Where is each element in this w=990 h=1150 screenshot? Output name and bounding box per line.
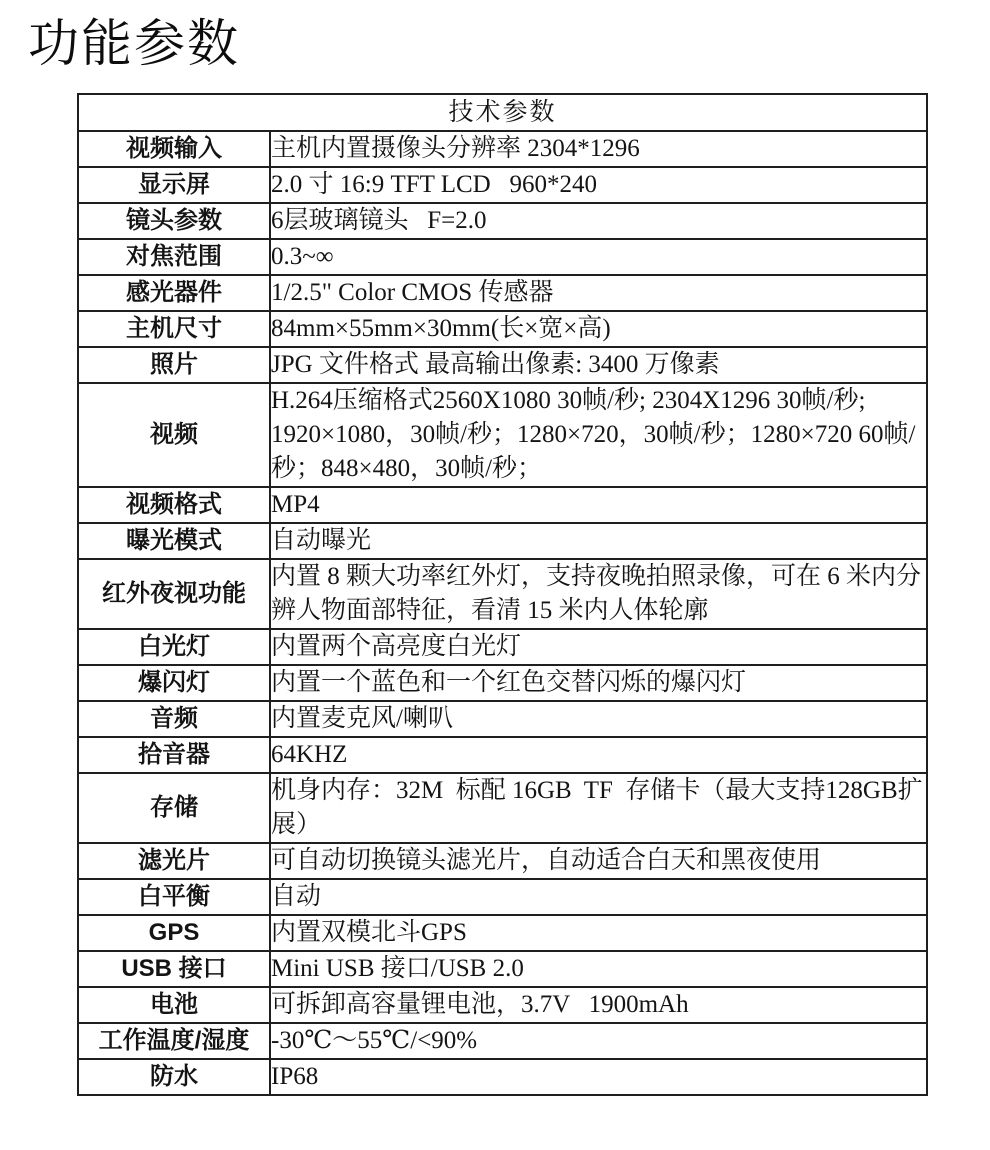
spec-row-white-balance: [78, 879, 927, 915]
spec-value: 内置两个高亮度白光灯: [270, 629, 927, 665]
page-title: 功能参数: [28, 15, 241, 72]
spec-row-video: [78, 383, 927, 487]
spec-label: 爆闪灯: [78, 665, 270, 701]
spec-label: 存储: [78, 773, 270, 843]
spec-value: 84mm×55mm×30mm(长×宽×高): [270, 311, 927, 347]
spec-value: 内置双模北斗GPS: [270, 915, 927, 951]
spec-table: [77, 93, 928, 1096]
spec-value: 自动曝光: [270, 523, 927, 559]
spec-value: 主机内置摄像头分辨率 2304*1296: [270, 131, 927, 167]
spec-value: 0.3~∞: [270, 239, 927, 275]
spec-label: 拾音器: [78, 737, 270, 773]
spec-label: 视频: [78, 383, 270, 487]
spec-value: 内置一个蓝色和一个红色交替闪烁的爆闪灯: [270, 665, 927, 701]
spec-value: MP4: [270, 487, 927, 523]
table-header-row: [78, 94, 927, 131]
spec-row-image-sensor: [78, 275, 927, 311]
spec-row-audio: [78, 701, 927, 737]
spec-row-exposure-mode: [78, 523, 927, 559]
spec-row-usb-port: [78, 951, 927, 987]
spec-row-storage: [78, 773, 927, 843]
spec-row-lens-filter: [78, 843, 927, 879]
spec-value: 6层玻璃镜头 F=2.0: [270, 203, 927, 239]
spec-value: H.264压缩格式2560X1080 30帧/秒; 2304X1296 30帧/秒; 1920×1080，30帧/秒；1280×720，30帧/秒；1280×720 60帧/秒；848×480，30帧/秒；: [270, 383, 927, 487]
spec-label: 滤光片: [78, 843, 270, 879]
spec-label: USB 接口: [78, 951, 270, 987]
spec-label: 白光灯: [78, 629, 270, 665]
spec-value: IP68: [270, 1059, 927, 1095]
spec-row-video-input: [78, 131, 927, 167]
spec-label: 照片: [78, 347, 270, 383]
spec-row-photo: [78, 347, 927, 383]
spec-label: 工作温度/湿度: [78, 1023, 270, 1059]
spec-value: 2.0 寸 16:9 TFT LCD 960*240: [270, 167, 927, 203]
spec-value: Mini USB 接口/USB 2.0: [270, 951, 927, 987]
spec-row-lens-params: [78, 203, 927, 239]
spec-value: 自动: [270, 879, 927, 915]
spec-row-gps: [78, 915, 927, 951]
table-header: 技术参数: [78, 94, 927, 131]
spec-label: 感光器件: [78, 275, 270, 311]
spec-value: JPG 文件格式 最高输出像素: 3400 万像素: [270, 347, 927, 383]
spec-value: 1/2.5" Color CMOS 传感器: [270, 275, 927, 311]
spec-row-device-dimensions: [78, 311, 927, 347]
spec-row-focus-range: [78, 239, 927, 275]
spec-value: 机身内存：32M 标配 16GB TF 存储卡（最大支持128GB扩展）: [270, 773, 927, 843]
spec-label: 曝光模式: [78, 523, 270, 559]
spec-row-white-light: [78, 629, 927, 665]
spec-label: 镜头参数: [78, 203, 270, 239]
spec-value: 内置麦克风/喇叭: [270, 701, 927, 737]
spec-label: 白平衡: [78, 879, 270, 915]
spec-value: 内置 8 颗大功率红外灯，支持夜晚拍照录像，可在 6 米内分辨人物面部特征，看清 15 米内人体轮廓: [270, 559, 927, 629]
spec-row-waterproof: [78, 1059, 927, 1095]
spec-label: 红外夜视功能: [78, 559, 270, 629]
spec-label: 对焦范围: [78, 239, 270, 275]
spec-row-ir-night-vision: [78, 559, 927, 629]
spec-value: -30℃～55℃/<90%: [270, 1023, 927, 1059]
spec-label: 视频格式: [78, 487, 270, 523]
spec-label: 显示屏: [78, 167, 270, 203]
spec-label: 主机尺寸: [78, 311, 270, 347]
spec-value: 可拆卸高容量锂电池，3.7V 1900mAh: [270, 987, 927, 1023]
spec-row-operating-temp-humidity: [78, 1023, 927, 1059]
spec-label: 防水: [78, 1059, 270, 1095]
spec-row-strobe-light: [78, 665, 927, 701]
spec-row-mic-sampling: [78, 737, 927, 773]
spec-row-video-format: [78, 487, 927, 523]
spec-label: 电池: [78, 987, 270, 1023]
spec-row-display-screen: [78, 167, 927, 203]
spec-row-battery: [78, 987, 927, 1023]
spec-label: 音频: [78, 701, 270, 737]
spec-label: GPS: [78, 915, 270, 951]
spec-value: 可自动切换镜头滤光片，自动适合白天和黑夜使用: [270, 843, 927, 879]
spec-label: 视频输入: [78, 131, 270, 167]
spec-value: 64KHZ: [270, 737, 927, 773]
